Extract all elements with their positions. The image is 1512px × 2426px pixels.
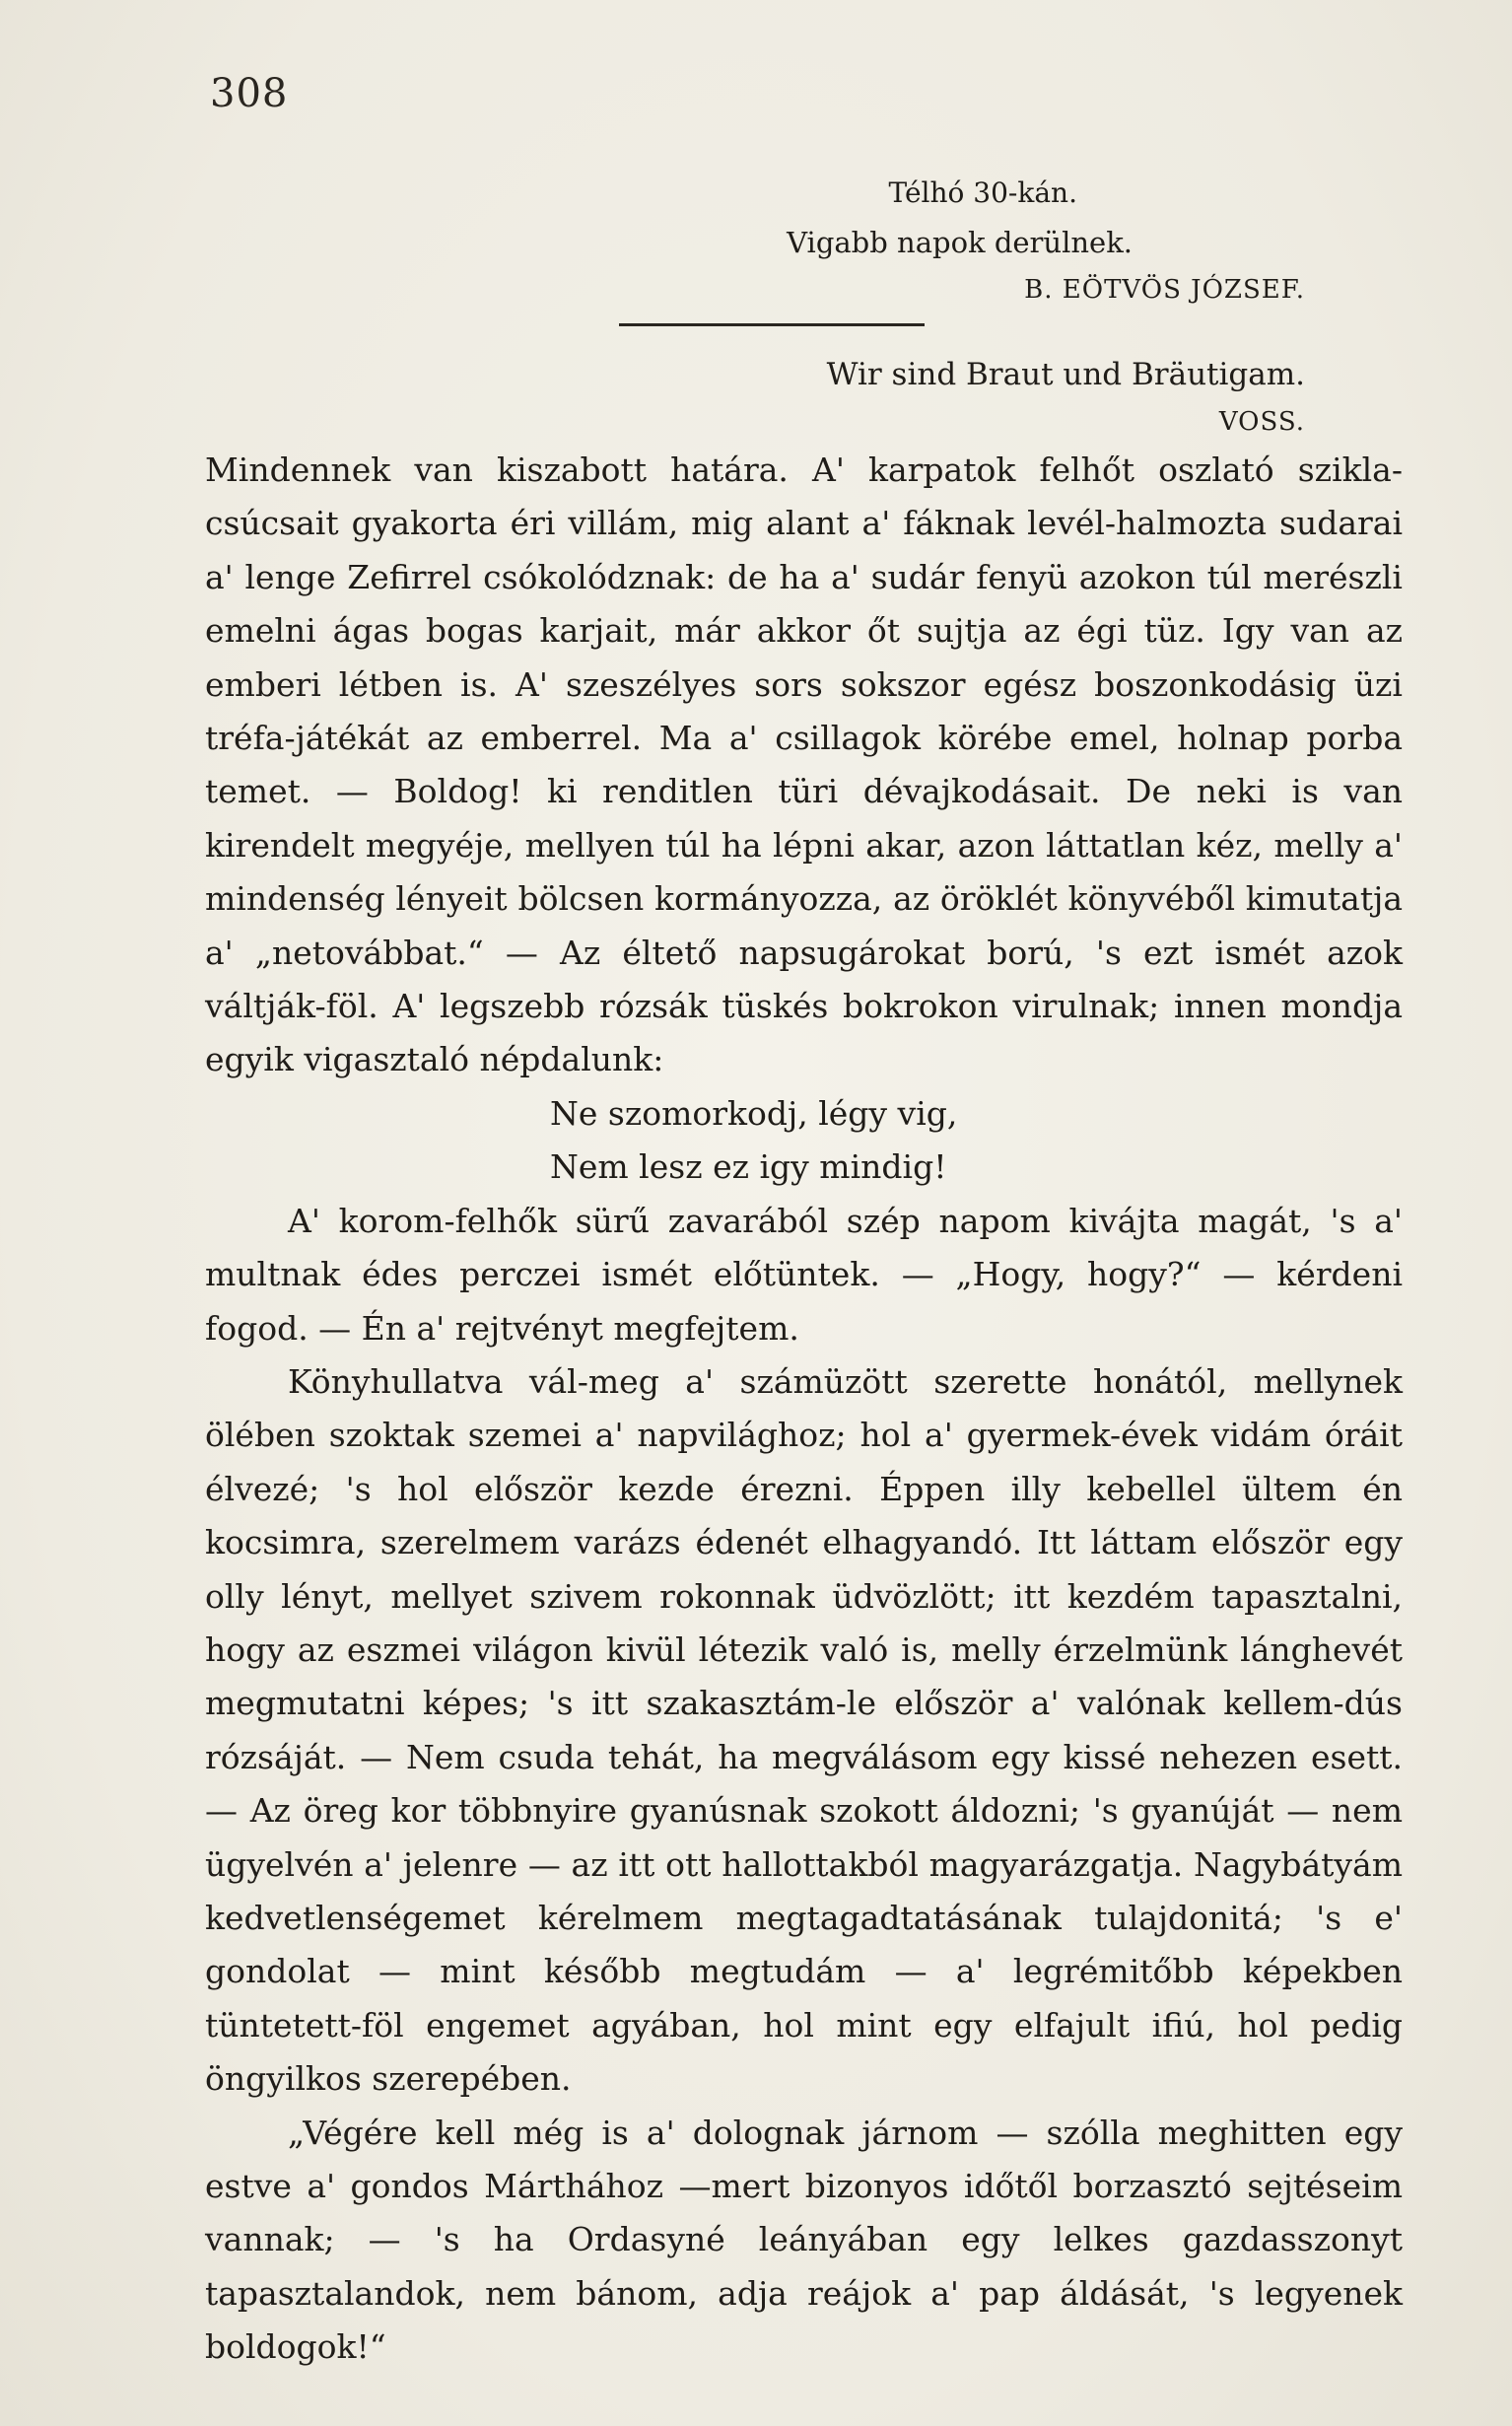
paragraph-4: „Végére kell még is a' dolognak járnom — szólla meghitten egy estve a' gondos Márthához —mert bizonyos időtől borzasztó sejtéseim vannak; — 's ha Ordasyné leányában egy lelkes gazdasszonyt tapasztalandok, nem bánom, adja reájok a' pap áldását, 's legyenek boldogok!“ bbox=[205, 2113, 1403, 2367]
motto-date: Télhó 30-kán. bbox=[888, 176, 1077, 209]
paragraph-1: Mindennek van kiszabott határa. A' karpatok felhőt oszlató szikla-csúcsait gyakorta éri villám, mig alant a' fáknak levél-halmozta sudarai a' lenge Zefirrel csókolódznak: de ha a' sudár fenyü azokon túl merészli emelni ágas bogas karjait, már akkor őt sujtja az égi tüz. Igy van az emberi létben is. A' szeszélyes sors sokszor egész boszonkodásig üzi tréfa-játékát az emberrel. Ma a' csillagok körébe emel, holnap porba temet. — Boldog! ki renditlen türi dévajkodásait. De neki is van kirendelt megyéje, mellyen túl ha lépni akar, azon láttatlan kéz, melly a' mindenség lényeit bölcsen kormányozza, az öröklét könyvéből kimutatja a' „netovábbat.“ — Az éltető napsugárokat ború, 's ezt ismét azok váltják-föl. A' legszebb rózsák tüskés bokrokon virulnak; innen mondja egyik vigasztaló népdalunk: bbox=[205, 451, 1403, 1079]
motto-quote: Vigabb napok derülnek. bbox=[787, 226, 1133, 259]
motto-author: B. EÖTVÖS JÓZSEF. bbox=[1024, 275, 1305, 305]
paragraph-3: Könyhullatva vál-meg a' számüzött szerette honától, mellynek ölében szoktak szemei a' napvilághoz; hol a' gyermek-évek vidám óráit élvezé; 's hol először kezde érezni. Éppen illy kebellel ültem én kocsimra, szerelmem varázs édenét elhagyandó. Itt láttam először egy olly lényt, mellyet szivem rokonnak üdvözlött; itt kezdém tapasztalni, hogy az eszmei világon kivül létezik való is, melly érzelmünk lánghevét megmutatni képes; 's itt szakasztám-le először a' valónak kellem-dús rózsáját. — Nem csuda tehát, ha megválásom egy kissé nehezen esett. — Az öreg kor többnyire gyanúsnak szokott áldozni; 's gyanúját — nem ügyelvén a' jelenre — az itt ott hallottakból magyarázgatja. Nagybátyám kedvetlenségemet kérelmem megtagadtatásának tulajdonitá; 's e' gondolat — mint később megtudám — a' legrémitőbb képekben tüntetett-föl engemet agyában, hol mint egy elfajult ifiú, hol pedig öngyilkos szerepében. bbox=[205, 1361, 1403, 2099]
second-motto-author: VOSS. bbox=[1218, 407, 1305, 437]
divider-rule bbox=[619, 323, 925, 326]
verse-line-2: Nem lesz ez igy mindig! bbox=[550, 1147, 947, 1187]
page-number: 308 bbox=[210, 71, 289, 116]
body-text bbox=[205, 444, 1403, 2375]
second-motto-quote: Wir sind Braut und Bräutigam. bbox=[826, 357, 1305, 392]
verse-line-1: Ne szomorkodj, légy vig, bbox=[550, 1093, 958, 1133]
paragraph-2: A' korom-felhők sürű zavarából szép napom kivájta magát, 's a' multnak édes perczei ismét előtüntek. — „Hogy, hogy?“ — kérdeni fogod. — Én a' rejtvényt megfejtem. bbox=[205, 1201, 1403, 1348]
